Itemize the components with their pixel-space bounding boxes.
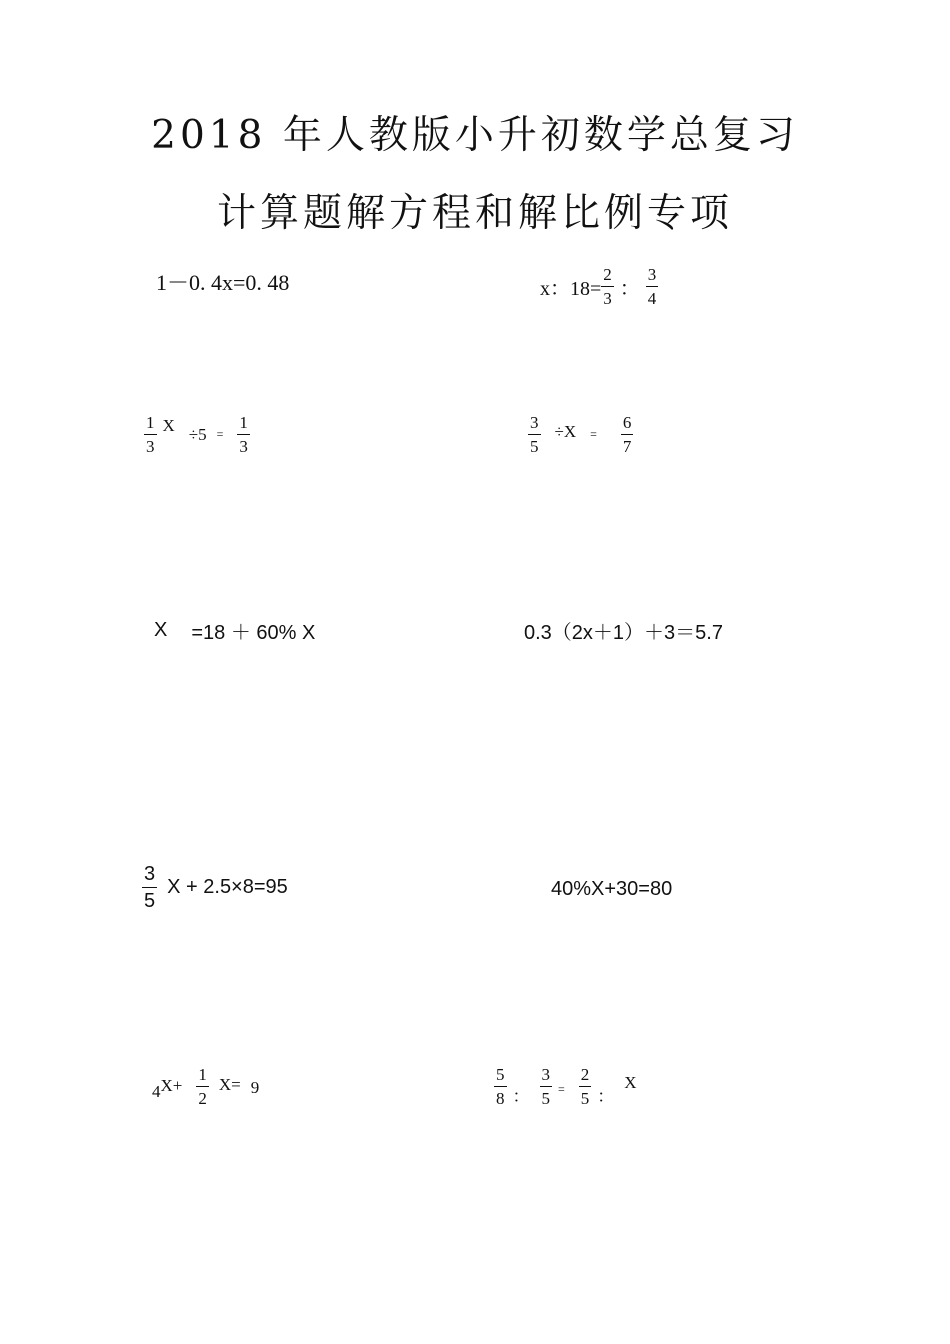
- title-line-1: 2018 年人教版小升初数学总复习: [151, 113, 799, 158]
- ratio-sign: ：: [597, 1087, 615, 1106]
- fraction: $\frac{3}{5}$: [530, 413, 539, 456]
- equation-4: [528, 414, 633, 455]
- equation-8-text: 40%X+30=80: [551, 878, 673, 900]
- coefficient: 4: [152, 1081, 161, 1101]
- equation-5-rest: =18 ＋ 60% X: [191, 622, 316, 644]
- equation-5: [154, 616, 315, 645]
- fraction: $\frac{1}{2}$: [198, 1065, 207, 1108]
- equals-sign: =: [558, 1082, 565, 1096]
- variable-x-equals: X=: [218, 1074, 241, 1094]
- equation-6: [524, 616, 723, 645]
- fraction: $\frac{1}{3}$: [146, 413, 155, 456]
- equation-8: [551, 878, 672, 901]
- fraction: $\frac{3}{5}$: [541, 1065, 550, 1108]
- equation-2-lhs: x：18=: [540, 278, 602, 300]
- equation-7-rest: X + 2.5×8=95: [167, 876, 288, 898]
- ratio-sign: ：: [512, 1087, 530, 1106]
- fraction: $\frac{2}{3}$: [603, 265, 612, 308]
- equation-2: [540, 266, 658, 307]
- fraction: $\frac{2}{5}$: [580, 1065, 590, 1108]
- variable-x-plus: X+: [160, 1075, 183, 1095]
- equation-3: [144, 414, 250, 455]
- equation-1-text: 1－0. 4x=0. 48: [156, 270, 290, 295]
- fraction: $\frac{6}{7}$: [622, 413, 632, 456]
- title-line-2: 计算题解方程和解比例专项: [216, 191, 733, 236]
- equation-6-text: 0.3（2x＋1）＋3＝5.7: [524, 622, 723, 644]
- equals-sign: =: [216, 427, 224, 441]
- variable-x: X: [624, 1072, 637, 1092]
- variable-x: X: [154, 619, 168, 641]
- fraction: $\frac{3}{5}$: [144, 863, 156, 912]
- fraction: $\frac{1}{3}$: [239, 413, 248, 456]
- ratio-sign: ：: [619, 278, 640, 300]
- equation-7: [142, 864, 288, 911]
- fraction: $\frac{3}{4}$: [647, 265, 657, 308]
- operator: ÷5: [188, 424, 207, 444]
- equation-10: [494, 1066, 637, 1107]
- variable-x: X: [162, 415, 175, 435]
- constant: 9: [250, 1077, 260, 1097]
- equation-9: [152, 1066, 259, 1107]
- equals-sign: =: [590, 427, 597, 441]
- equation-1: [156, 266, 289, 297]
- operator: ÷X: [554, 421, 577, 441]
- fraction: $\frac{5}{8}$: [496, 1065, 505, 1108]
